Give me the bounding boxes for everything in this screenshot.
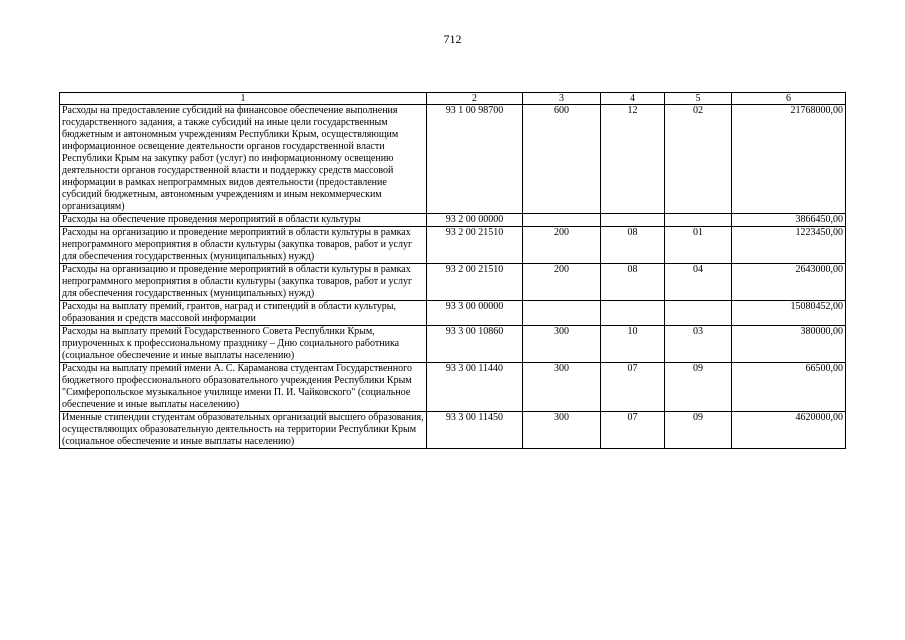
expense-type: 300 [523, 326, 601, 363]
table-row [60, 105, 846, 214]
amount: 1223450,00 [732, 227, 846, 264]
target-code: 93 2 00 21510 [427, 264, 523, 301]
table-row [60, 227, 846, 264]
amount: 21768000,00 [732, 105, 846, 214]
table-row [60, 214, 846, 227]
section [601, 301, 665, 326]
target-code: 93 3 00 00000 [427, 301, 523, 326]
target-code: 93 2 00 21510 [427, 227, 523, 264]
expense-name: Расходы на предоставление субсидий на финансовое обеспечение выполнения государственного задания, а также субсидий на иные цели государственным бюджетным и автономным учреждениям Республики Крым, осуществляющим информационное освещение деятельности органов государственной власти Республики Крым на закупку работ (услуг) по информационному освещению деятельности органов государственной власти и поддержку средств массовой информации в рамках непрограммных видов деятельности (предоставление субсидий бюджетным, автономным учреждениям и иным некоммерческим организациям) [60, 105, 427, 214]
amount: 15080452,00 [732, 301, 846, 326]
column-header: 6 [732, 93, 846, 105]
table-row [60, 301, 846, 326]
section: 10 [601, 326, 665, 363]
subsection: 01 [665, 227, 732, 264]
section [601, 214, 665, 227]
target-code: 93 2 00 00000 [427, 214, 523, 227]
amount: 4620000,00 [732, 412, 846, 449]
subsection: 04 [665, 264, 732, 301]
expense-type: 300 [523, 363, 601, 412]
table-row [60, 326, 846, 363]
column-header: 4 [601, 93, 665, 105]
column-header: 1 [60, 93, 427, 105]
amount: 2643000,00 [732, 264, 846, 301]
expense-name: Расходы на организацию и проведение мероприятий в области культуры в рамках непрограммного мероприятия в области культуры (закупка товаров, работ и услуг для обеспечения государственных (муниципальных) нужд) [60, 227, 427, 264]
expense-name: Расходы на выплату премий имени А. С. Караманова студентам Государственного бюджетного профессионального образовательного учреждения Республики Крым "Симферопольское музыкальное училище имени П. И. Чайковского" (социальное обеспечение и иные выплаты населению) [60, 363, 427, 412]
expense-name: Расходы на обеспечение проведения мероприятий в области культуры [60, 214, 427, 227]
expense-type [523, 214, 601, 227]
expense-type: 600 [523, 105, 601, 214]
expense-name: Расходы на выплату премий Государственного Совета Республики Крым, приуроченных к профессиональному празднику – Дню социального работника (социальное обеспечение и иные выплаты населению) [60, 326, 427, 363]
target-code: 93 3 00 10860 [427, 326, 523, 363]
amount: 3866450,00 [732, 214, 846, 227]
table-row [60, 264, 846, 301]
subsection: 09 [665, 412, 732, 449]
target-code: 93 3 00 11440 [427, 363, 523, 412]
budget-table [59, 92, 846, 449]
section: 07 [601, 412, 665, 449]
expense-name: Расходы на организацию и проведение мероприятий в области культуры в рамках непрограммного мероприятия в области культуры (закупка товаров, работ и услуг для обеспечения государственных (муниципальных) нужд) [60, 264, 427, 301]
header-row [60, 93, 846, 105]
column-header: 5 [665, 93, 732, 105]
subsection: 02 [665, 105, 732, 214]
expense-type: 200 [523, 264, 601, 301]
table-row [60, 363, 846, 412]
subsection: 09 [665, 363, 732, 412]
section: 08 [601, 227, 665, 264]
page-number: 712 [443, 32, 462, 46]
subsection [665, 214, 732, 227]
table-row [60, 412, 846, 449]
expense-name: Расходы на выплату премий, грантов, наград и стипендий в области культуры, образования и средств массовой информации [60, 301, 427, 326]
subsection: 03 [665, 326, 732, 363]
amount: 66500,00 [732, 363, 846, 412]
subsection [665, 301, 732, 326]
section: 08 [601, 264, 665, 301]
target-code: 93 1 00 98700 [427, 105, 523, 214]
column-header: 2 [427, 93, 523, 105]
section: 07 [601, 363, 665, 412]
section: 12 [601, 105, 665, 214]
expense-type: 300 [523, 412, 601, 449]
amount: 380000,00 [732, 326, 846, 363]
expense-name: Именные стипендии студентам образовательных организаций высшего образования, осуществляющих образовательную деятельность на территории Республики Крым (социальное обеспечение и иные выплаты населению) [60, 412, 427, 449]
column-header: 3 [523, 93, 601, 105]
expense-type: 200 [523, 227, 601, 264]
expense-type [523, 301, 601, 326]
target-code: 93 3 00 11450 [427, 412, 523, 449]
